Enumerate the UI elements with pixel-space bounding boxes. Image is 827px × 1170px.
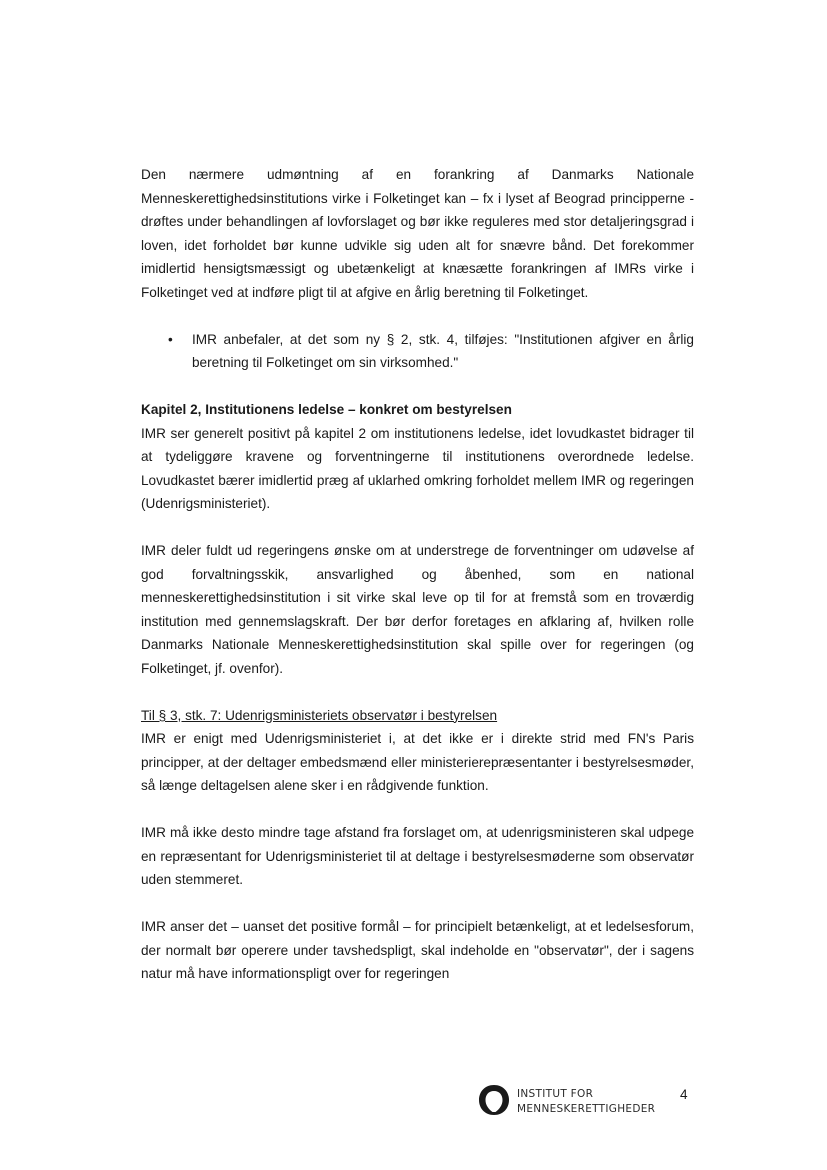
section-heading: Kapitel 2, Institutionens ledelse – konkret om bestyrelsen bbox=[141, 402, 512, 417]
paragraph-4: IMR er enigt med Udenrigsministeriet i, at det ikke er i direkte strid med FN's Paris principper, at der deltager embedsmænd eller ministerierepræsentanter i bestyrelsesmøder, så længe deltagelsen alene sker i en rådgivende funktion. bbox=[141, 731, 694, 793]
institute-name bbox=[517, 1087, 655, 1117]
paragraph-6: IMR anser det – uanset det positive formål – for principielt betænkeligt, at et ledelsesforum, der normalt bør operere under tavshedspligt, skal indeholde en "observatør", der i sagens natur må have informationspligt over for regeringen bbox=[141, 919, 694, 981]
institute-name-line-2: MENNESKERETTIGHEDER bbox=[517, 1103, 656, 1115]
recommendation-list bbox=[141, 328, 694, 375]
body-text bbox=[141, 163, 694, 986]
section-subheading: Til § 3, stk. 7: Udenrigsministeriets observatør i bestyrelsen bbox=[141, 707, 498, 723]
page-number: 4 bbox=[680, 1087, 688, 1102]
institute-name-line-1: INSTITUT FOR bbox=[517, 1088, 594, 1100]
paragraph-1: Den nærmere udmøntning af en forankring af Danmarks Nationale Menneskerettighedsinstitutions virke i Folketinget kan – fx i lyset af Beograd principperne - drøftes under behandlingen af lovforslaget og bør ikke reguleres med stor detaljeringsgrad i loven, idet forholdet bør kunne udvikle sig uden alt for snævre bånd. Det forekommer imidlertid hensigtsmæssigt og ubetænkeligt at knæsætte forankringen af IMRs virke i Folketinget ved at indføre pligt til at afgive en årlig beretning til Folketinget. bbox=[141, 167, 694, 300]
paragraph-2: IMR ser generelt positivt på kapitel 2 om institutionens ledelse, idet lovudkastet bidrager til at tydeliggøre kravene og forventningerne til institutionens overordnede ledelse. Lovudkastet bærer imidlertid præg af uklarhed omkring forholdet mellem IMR og regeringen (Udenrigsministeriet). bbox=[141, 425, 694, 511]
institute-logo-icon bbox=[476, 1082, 512, 1118]
bullet-icon: • bbox=[168, 331, 173, 347]
paragraph-5: IMR må ikke desto mindre tage afstand fra forslaget om, at udenrigsministeren skal udpege en repræsentant for Udenrigsministeriet til at deltage i bestyrelsesmøderne som observatør uden stemmeret. bbox=[141, 825, 694, 887]
paragraph-3: IMR deler fuldt ud regeringens ønske om at understrege de forventninger om udøvelse af god forvaltningsskik, ansvarlighed og åbenhed, som en national menneskerettighedsinstitution i sit virke skal leve op til for at fremstå som en troværdig institution med gennemslagskraft. Der bør derfor foretages en afklaring af, hvilken rolle Danmarks Nationale Menneskerettighedsinstitution skal spille over for regeringen (og Folketinget, jf. ovenfor). bbox=[141, 543, 694, 676]
recommendation-item bbox=[141, 328, 694, 375]
recommendation-text: IMR anbefaler, at det som ny § 2, stk. 4, tilføjes: "Institutionen afgiver en årlig beretning til Folketinget om sin virksomhed." bbox=[192, 331, 694, 370]
